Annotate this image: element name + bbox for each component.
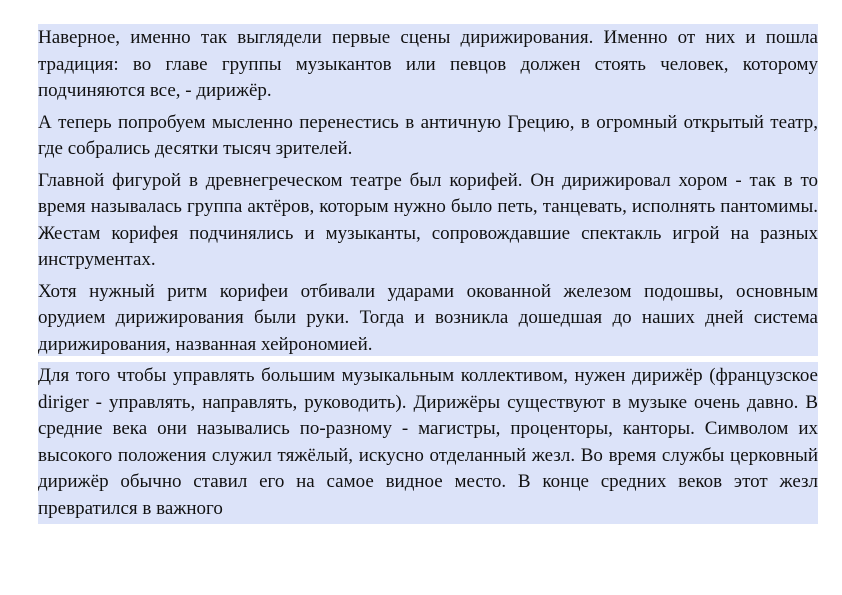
paragraph-ancient-greece: А теперь попробуем мысленно перенестись в античную Грецию, в огромный открытый театр, где собрались десятки тысяч зрителей. [38,111,818,159]
paragraph-cheironomy: Хотя нужный ритм корифеи отбивали ударами окованной железом подошвы, основным орудием дирижирования были руки. Тогда и возникла дошедшая до наших дней система дирижирования, названная хейрономией. [38,280,818,355]
text-block-1 [38,24,818,356]
paragraph-conducting-origins: Наверное, именно так выглядели первые сцены дирижирования. Именно от них и пошла традиция: во главе группы музыкантов или певцов должен стоять человек, которому подчиняются все, - дирижёр. [38,27,818,101]
paragraph-conductor-definition: Для того чтобы управлять большим музыкальным коллективом, нужен дирижёр (французское diriger - управлять, направлять, руководить). Дирижёры существуют в музыке очень давно. В средние века они назывались по-разному - магистры, проценторы, канторы. Символом их высокого положения служил тяжёлый, искусно отделанный жезл. Во время службы церковный дирижёр обычно ставил его на самое видное место. В конце средних веков этот жезл превратился в важного [38,365,818,519]
paragraph-coryphaeus: Главной фигурой в древнегреческом театре был корифей. Он дирижировал хором - так в то время называлась группа актёров, которым нужно было петь, танцевать, исполнять пантомимы. Жестам корифея подчинялись и музыканты, сопровождавшие спектакль игрой на разных инструментах. [38,169,818,270]
text-block-2 [38,362,818,524]
